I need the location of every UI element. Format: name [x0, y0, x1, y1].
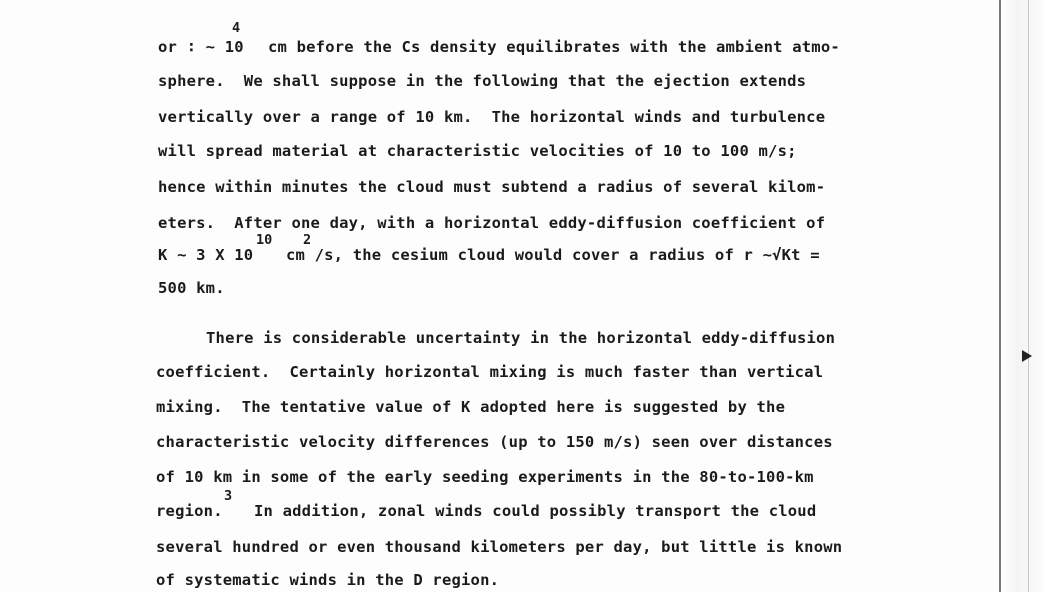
para2-line6-end: In addition, zonal winds could possibly transport the cloud [254, 502, 817, 520]
para1-line1-start: or ∶ ~ 10 [158, 38, 244, 56]
para2-line4: characteristic velocity differences (up to 150 m/s) seen over distances [156, 433, 833, 451]
para2-line5: of 10 km in some of the early seeding experiments in the 80-to-100-km [156, 468, 814, 486]
para2-line6-exponent: 3 [224, 488, 233, 504]
para1-line2: sphere. We shall suppose in the following that the ejection extends [158, 72, 807, 90]
para2-line3: mixing. The tentative value of K adopted here is suggested by the [156, 398, 786, 416]
para1-line8: 500 km. [158, 279, 225, 297]
para1-line7-exponent-10: 10 [256, 232, 273, 248]
page-edge-mark [1022, 350, 1032, 362]
para2-line7: several hundred or even thousand kilometers per day, but little is known [156, 538, 843, 556]
para2-line2: coefficient. Certainly horizontal mixing is much faster than vertical [156, 363, 824, 381]
para1-line1-exponent: 4 [232, 20, 241, 36]
para2-line6-start: region. [156, 502, 223, 520]
para1-line7-exponent-2: 2 [303, 232, 312, 248]
para1-line3: vertically over a range of 10 km. The horizontal winds and turbulence [158, 108, 826, 126]
para1-line1-end: cm before the Cs density equilibrates with the ambient atmo- [268, 38, 840, 56]
page-edge-line [999, 0, 1001, 592]
para1-line4: will spread material at characteristic velocities of 10 to 100 m/s; [158, 142, 797, 160]
page-edge [1000, 0, 1044, 592]
para1-line7-start: K ~ 3 X 10 [158, 246, 254, 264]
para1-line7-end: cm /s, the cesium cloud would cover a radius of r ~√Kt = [286, 246, 820, 264]
para2-line1: There is considerable uncertainty in the horizontal eddy-diffusion [206, 329, 836, 347]
page-edge-line-secondary [1028, 0, 1029, 592]
para1-line6: eters. After one day, with a horizontal eddy-diffusion coefficient of [158, 214, 826, 232]
para2-line8: of systematic winds in the D region. [156, 571, 500, 589]
para1-line5: hence within minutes the cloud must subtend a radius of several kilom- [158, 178, 826, 196]
